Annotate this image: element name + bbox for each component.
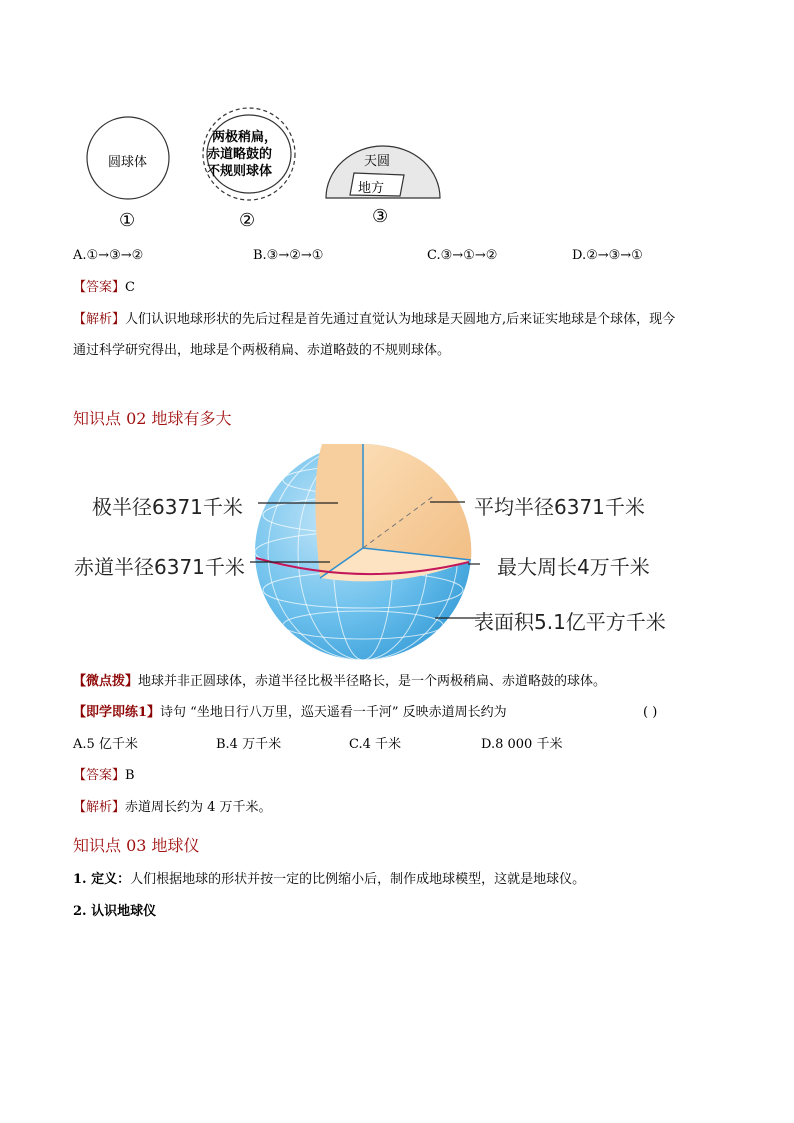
answer-value: C xyxy=(125,280,135,295)
kp03-item2: 2. 认识地球仪 xyxy=(73,904,157,919)
definition-text: 人们根据地球的形状并按一定的比例缩小后，制作成地球模型，这就是地球仪。 xyxy=(130,872,586,887)
kp02-heading: 知识点 02 地球有多大 xyxy=(73,409,232,428)
q1-analysis-line1 xyxy=(73,311,675,329)
q1-answer xyxy=(73,279,135,297)
q2-answer-blank: ( ) xyxy=(643,705,658,720)
mean-radius-label: 平均半径6371千米 xyxy=(474,495,645,519)
analysis-text: 人们认识地球形状的先后过程是首先通过直觉认为地球是天圆地方,后来证实地球是个球体，现今 xyxy=(125,312,676,327)
shape3-label-bottom: 地方 xyxy=(358,181,385,196)
answer-tag: 【答案】 xyxy=(73,280,126,295)
tip xyxy=(73,673,606,691)
shape1-label: 圆球体 xyxy=(108,155,148,170)
shape2-label-line2: 赤道略鼓的 xyxy=(207,147,273,162)
q1-option-d: D.②→③→① xyxy=(572,248,643,263)
shape3-label-top: 天圆 xyxy=(364,154,391,169)
q1-analysis-line2: 通过科学研究得出，地球是个两极稍扁、赤道略鼓的不规则球体。 xyxy=(73,343,451,358)
q2-answer-tag: 【答案】 xyxy=(73,768,126,783)
shape3-number: ③ xyxy=(372,206,389,227)
tip-tag: 【微点拨】 xyxy=(73,674,139,689)
q2-option-d: D.8 000 千米 xyxy=(481,737,563,752)
q2-option-a: A.5 亿千米 xyxy=(73,737,138,752)
q1-option-a: A.①→③→② xyxy=(73,248,144,263)
q2-question xyxy=(73,704,507,722)
q2-answer-value: B xyxy=(125,768,135,783)
q2-analysis xyxy=(73,799,272,817)
equatorial-radius-label: 赤道半径6371千米 xyxy=(74,555,245,579)
q2-option-c: C.4 千米 xyxy=(349,737,402,752)
definition-label: 1. 定义： xyxy=(73,872,131,887)
q2-analysis-tag: 【解析】 xyxy=(73,800,126,815)
q2-analysis-text: 赤道周长约为 4 万千米。 xyxy=(125,800,272,815)
q2-text: 诗句 “坐地日行八万里，巡天遥看一千河” 反映赤道周长约为 xyxy=(160,705,507,720)
q2-answer xyxy=(73,767,135,785)
globe-diagram xyxy=(250,440,480,665)
kp03-heading: 知识点 03 地球仪 xyxy=(73,836,200,855)
q1-option-c: C.③→①→② xyxy=(427,248,498,263)
shape2-label-line1: 两极稍扁， xyxy=(212,130,278,145)
analysis-tag: 【解析】 xyxy=(73,312,126,327)
surface-area-label: 表面积5.1亿平方千米 xyxy=(474,610,666,634)
polar-radius-label: 极半径6371千米 xyxy=(92,495,243,519)
q2-option-b: B.4 万千米 xyxy=(216,737,282,752)
shape2-number: ② xyxy=(239,210,256,231)
kp03-definition xyxy=(73,871,585,889)
q2-tag: 【即学即练1】 xyxy=(73,705,161,720)
shape2-label-line3: 不规则球体 xyxy=(207,164,273,179)
q1-option-b: B.③→②→① xyxy=(253,248,324,263)
shape1-number: ① xyxy=(119,210,136,231)
tip-text: 地球并非正圆球体，赤道半径比极半径略长，是一个两极稍扁、赤道略鼓的球体。 xyxy=(138,674,607,689)
circumference-label: 最大周长4万千米 xyxy=(497,555,650,579)
